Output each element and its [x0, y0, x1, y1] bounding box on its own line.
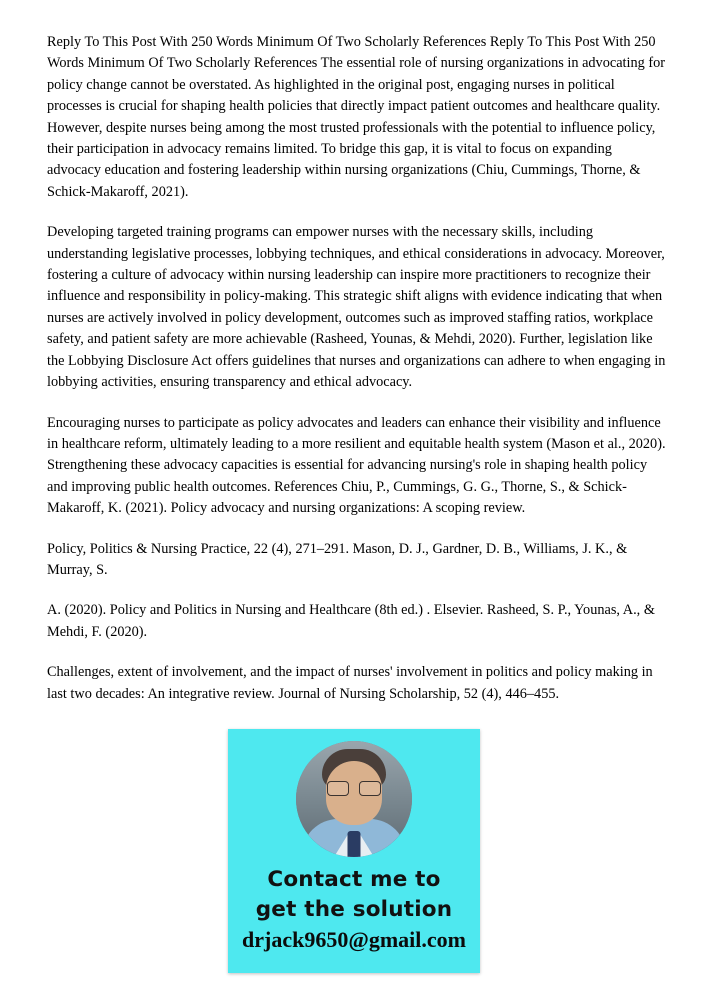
avatar	[296, 741, 412, 857]
paragraph-4: Policy, Politics & Nursing Practice, 22 (4), 271–291. Mason, D. J., Gardner, D. B., Williams, J. K., & Murray, S.	[47, 540, 628, 578]
glasses-icon	[327, 781, 381, 794]
paragraph-3: Encouraging nurses to participate as policy advocates and leaders can enhance their visibility and influence in healthcare reform, ultimately leading to a more resilient and equitable health system (Mason et al., 2020). Strengthening these advocacy capacities is essential for advancing nursing's role in shaping health policy and improving public health outcomes. References Chiu, P., Cummings, G. G., Thorne, S., & Schick-Makaroff, K. (2021). Policy advocacy and nursing organizations: A scoping review.	[47, 414, 666, 517]
promo-email-address[interactable]: drjack9650@gmail.com	[242, 927, 466, 952]
paragraph-2: Developing targeted training programs can empower nurses with the necessary skills, including understanding legislative processes, lobbying techniques, and ethical considerations in advocacy. Moreover, fostering a culture of advocacy within nursing leadership can inspire more practitioners to recognize their influence and responsibility in policy-making. This strategic shift aligns with evidence indicating that when nurses are actively involved in policy development, outcomes such as improved staffing ratios, workplace safety, and patient safety are more achievable (Rasheed, Younas, & Mehdi, 2020). Further, legislation like the Lobbying Disclosure Act offers guidelines that nurses and organizations can adhere to when engaging in lobbying activities, ensuring transparency and ethical advocacy.	[47, 224, 666, 391]
promo-headline-line-2: get the solution	[255, 897, 453, 922]
promo-headline-line-1: Contact me to	[267, 867, 441, 892]
contact-promo-card[interactable]	[228, 729, 480, 973]
paragraph-1: Reply To This Post With 250 Words Minimum Of Two Scholarly References Reply To This Post With 250 Words Minimum Of Two Scholarly References The essential role of nursing organizations in advocating for policy change cannot be overstated. As highlighted in the original post, engaging nurses in political processes is crucial for shaping health policies that directly impact patient outcomes and healthcare quality. However, despite nurses being among the most trusted professionals with the potential to influence policy, their participation in advocacy remains limited. To bridge this gap, it is vital to focus on expanding advocacy education and fostering leadership within nursing organizations (Chiu, Cummings, Thorne, & Schick-Makaroff, 2021).	[47, 34, 666, 200]
avatar-tie	[348, 831, 361, 857]
document-text-body	[47, 32, 667, 705]
paragraph-6: Challenges, extent of involvement, and the impact of nurses' involvement in politics and policy making in last two decades: An integrative review. Journal of Nursing Scholarship, 52 (4), 446–455.	[47, 664, 653, 702]
paragraph-5: A. (2020). Policy and Politics in Nursing and Healthcare (8th ed.) . Elsevier. Rasheed, S. P., Younas, A., & Mehdi, F. (2020).	[47, 602, 655, 640]
